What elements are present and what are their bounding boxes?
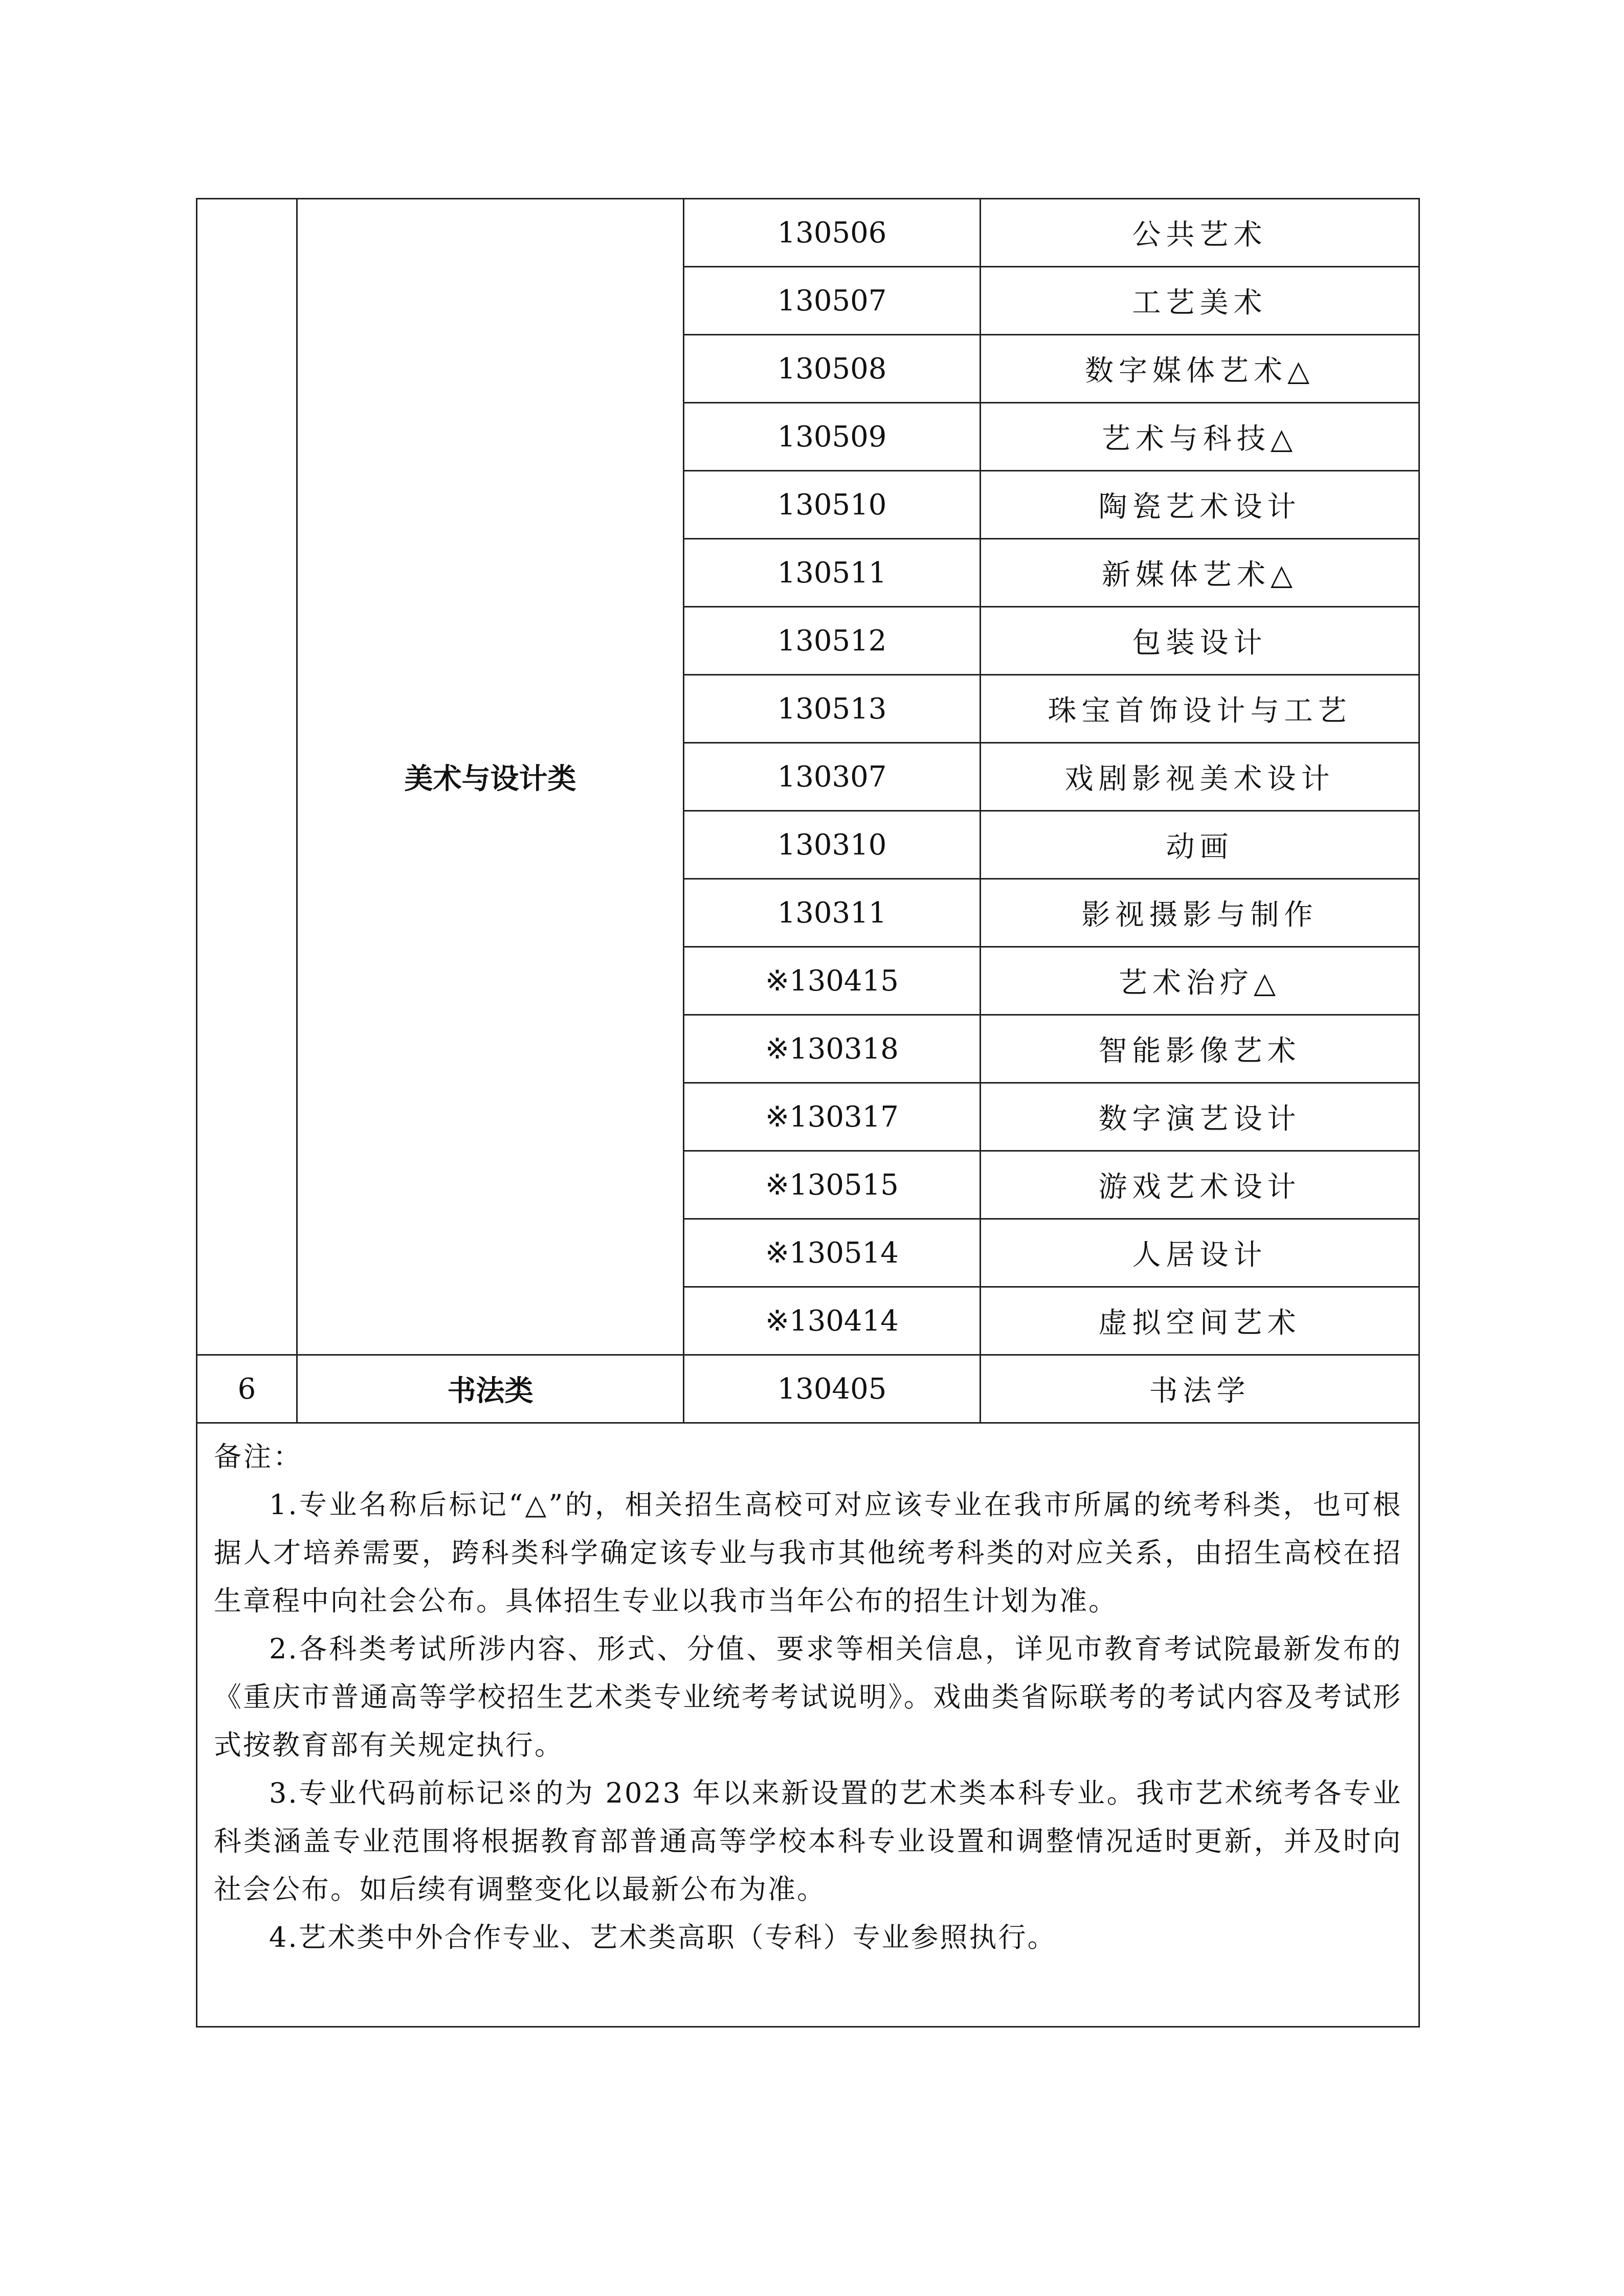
major-code-cell: 130506: [684, 199, 981, 267]
major-name-cell: 智能影像艺术: [981, 1015, 1419, 1083]
major-code-cell: 130509: [684, 403, 981, 471]
major-name-cell: 公共艺术: [981, 199, 1419, 267]
major-code-cell: 130307: [684, 743, 981, 811]
major-code-cell: 130507: [684, 267, 981, 335]
major-code-cell: 130513: [684, 675, 981, 743]
major-name-cell: 书法学: [981, 1355, 1419, 1423]
notes-title: 备注：: [214, 1440, 303, 1473]
notes-row: [197, 1423, 1419, 2027]
majors-table-body: [197, 199, 1419, 2027]
major-name-cell: 艺术治疗△: [981, 947, 1419, 1015]
major-name-cell: 人居设计: [981, 1219, 1419, 1287]
major-name-cell: 艺术与科技△: [981, 403, 1419, 471]
major-code-cell: 130311: [684, 879, 981, 947]
major-name-cell: 动画: [981, 811, 1419, 879]
major-code-cell: ※130318: [684, 1015, 981, 1083]
major-name-cell: 戏剧影视美术设计: [981, 743, 1419, 811]
major-name-cell: 新媒体艺术△: [981, 539, 1419, 607]
major-name-cell: 虚拟空间艺术: [981, 1287, 1419, 1355]
note-item-3: 3.专业代码前标记※的为 2023 年以来新设置的艺术类本科专业。我市艺术统考各专业科类涵盖专业范围将根据教育部普通高等学校本科专业设置和调整情况适时更新，并及时向社会公布。如后续有调整变化以最新公布为准。: [214, 1777, 1402, 1905]
major-name-cell: 陶瓷艺术设计: [981, 471, 1419, 539]
major-name-cell: 数字演艺设计: [981, 1083, 1419, 1151]
category-cell-art-design: 美术与设计类: [297, 199, 684, 1355]
major-code-cell: 130405: [684, 1355, 981, 1423]
note-item-4: 4.艺术类中外合作专业、艺术类高职（专科）专业参照执行。: [269, 1921, 1057, 1953]
major-code-cell: ※130515: [684, 1151, 981, 1219]
major-code-cell: ※130415: [684, 947, 981, 1015]
notes-cell: [197, 1423, 1419, 2027]
major-name-cell: 游戏艺术设计: [981, 1151, 1419, 1219]
note-item-2: 2.各科类考试所涉内容、形式、分值、要求等相关信息，详见市教育考试院最新发布的《重庆市普通高等学校招生艺术类专业统考考试说明》。戏曲类省际联考的考试内容及考试形式按教育部有关规定执行。: [214, 1633, 1402, 1761]
major-code-cell: 130310: [684, 811, 981, 879]
major-name-cell: 珠宝首饰设计与工艺: [981, 675, 1419, 743]
major-name-cell: 包装设计: [981, 607, 1419, 675]
major-code-cell: 130508: [684, 335, 981, 403]
major-code-cell: 130511: [684, 539, 981, 607]
major-name-cell: 数字媒体艺术△: [981, 335, 1419, 403]
table-row-calligraphy: [197, 1355, 1419, 1423]
table-row: [197, 199, 1419, 267]
major-code-cell: ※130414: [684, 1287, 981, 1355]
sequence-number-cell: 6: [197, 1355, 297, 1423]
majors-table: [196, 198, 1420, 2028]
major-code-cell: ※130514: [684, 1219, 981, 1287]
major-name-cell: 工艺美术: [981, 267, 1419, 335]
major-code-cell: 130512: [684, 607, 981, 675]
note-item-1: 1.专业名称后标记“△”的，相关招生高校可对应该专业在我市所属的统考科类，也可根据人才培养需要，跨科类科学确定该专业与我市其他统考科类的对应关系，由招生高校在招生章程中向社会公布。具体招生专业以我市当年公布的招生计划为准。: [214, 1489, 1402, 1617]
major-name-cell: 影视摄影与制作: [981, 879, 1419, 947]
major-code-cell: 130510: [684, 471, 981, 539]
major-code-cell: ※130317: [684, 1083, 981, 1151]
category-cell-calligraphy: 书法类: [297, 1355, 684, 1423]
sequence-number-cell-empty: [197, 199, 297, 1355]
